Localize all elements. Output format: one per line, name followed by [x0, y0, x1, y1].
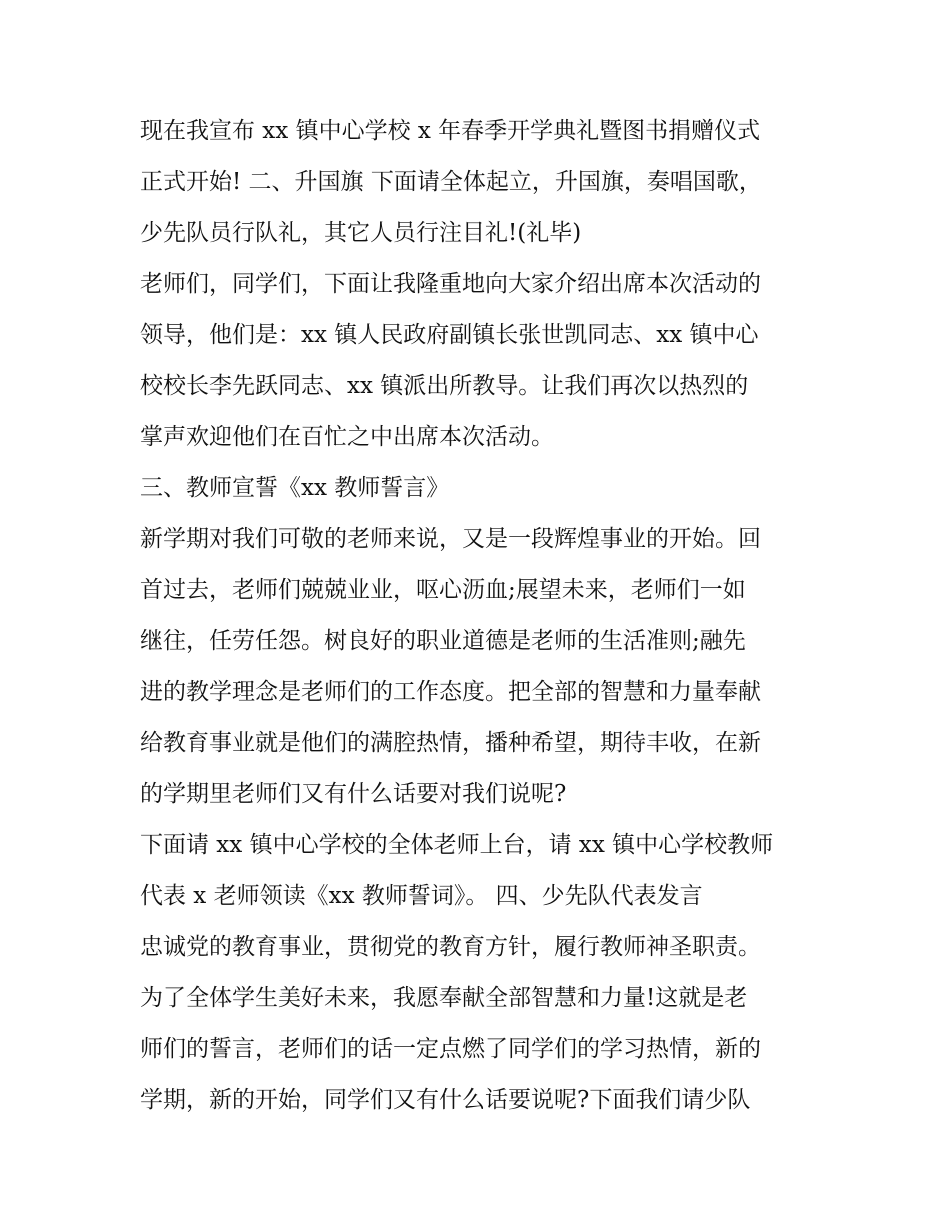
text-line-10: 首过去，老师们兢兢业业，呕心沥血;展望未来，老师们一如 [140, 577, 746, 603]
text-line-18: 为了全体学生美好未来，我愿奉献全部智慧和力量!这就是老 [140, 985, 748, 1011]
text-line-19: 师们的誓言，老师们的话一定点燃了同学们的学习热情，新的 [140, 1036, 761, 1062]
text-line-7: 掌声欢迎他们在百忙之中出席本次活动。 [140, 424, 554, 450]
document-body [140, 106, 830, 1126]
text-line-20: 学期，新的开始，同学们又有什么话要说呢?下面我们请少队 [140, 1087, 751, 1113]
text-line-16: 代表 x 老师领读《xx 教师誓词》。 四、少先队代表发言 [140, 883, 703, 909]
section-heading-teacher-oath: 三、教师宣誓《xx 教师誓言》 [140, 475, 450, 501]
text-line-17: 忠诚党的教育事业，贯彻党的教育方针，履行教师神圣职责。 [140, 934, 761, 960]
text-line-3: 少先队员行队礼，其它人员行注目礼!(礼毕) [140, 220, 582, 246]
text-line-5: 领导，他们是：xx 镇人民政府副镇长张世凯同志、xx 镇中心 [140, 322, 759, 348]
text-line-13: 给教育事业就是他们的满腔热情，播种希望，期待丰收，在新 [140, 730, 761, 756]
text-line-14: 的学期里老师们又有什么话要对我们说呢? [140, 781, 567, 807]
text-line-2: 正式开始! 二、升国旗 下面请全体起立，升国旗，奏唱国歌， [140, 169, 762, 195]
text-line-12: 进的教学理念是老师们的工作态度。把全部的智慧和力量奉献 [140, 679, 761, 705]
text-line-15: 下面请 xx 镇中心学校的全体老师上台，请 xx 镇中心学校教师 [140, 832, 774, 858]
text-line-9: 新学期对我们可敬的老师来说，又是一段辉煌事业的开始。回 [140, 526, 761, 552]
text-line-4: 老师们，同学们，下面让我隆重地向大家介绍出席本次活动的 [140, 271, 761, 297]
text-line-11: 继往，任劳任怨。树良好的职业道德是老师的生活准则;融先 [140, 628, 746, 654]
text-line-6: 校校长李先跃同志、xx 镇派出所教导。让我们再次以热烈的 [140, 373, 749, 399]
text-line-1: 现在我宣布 xx 镇中心学校 x 年春季开学典礼暨图书捐赠仪式 [140, 118, 761, 144]
